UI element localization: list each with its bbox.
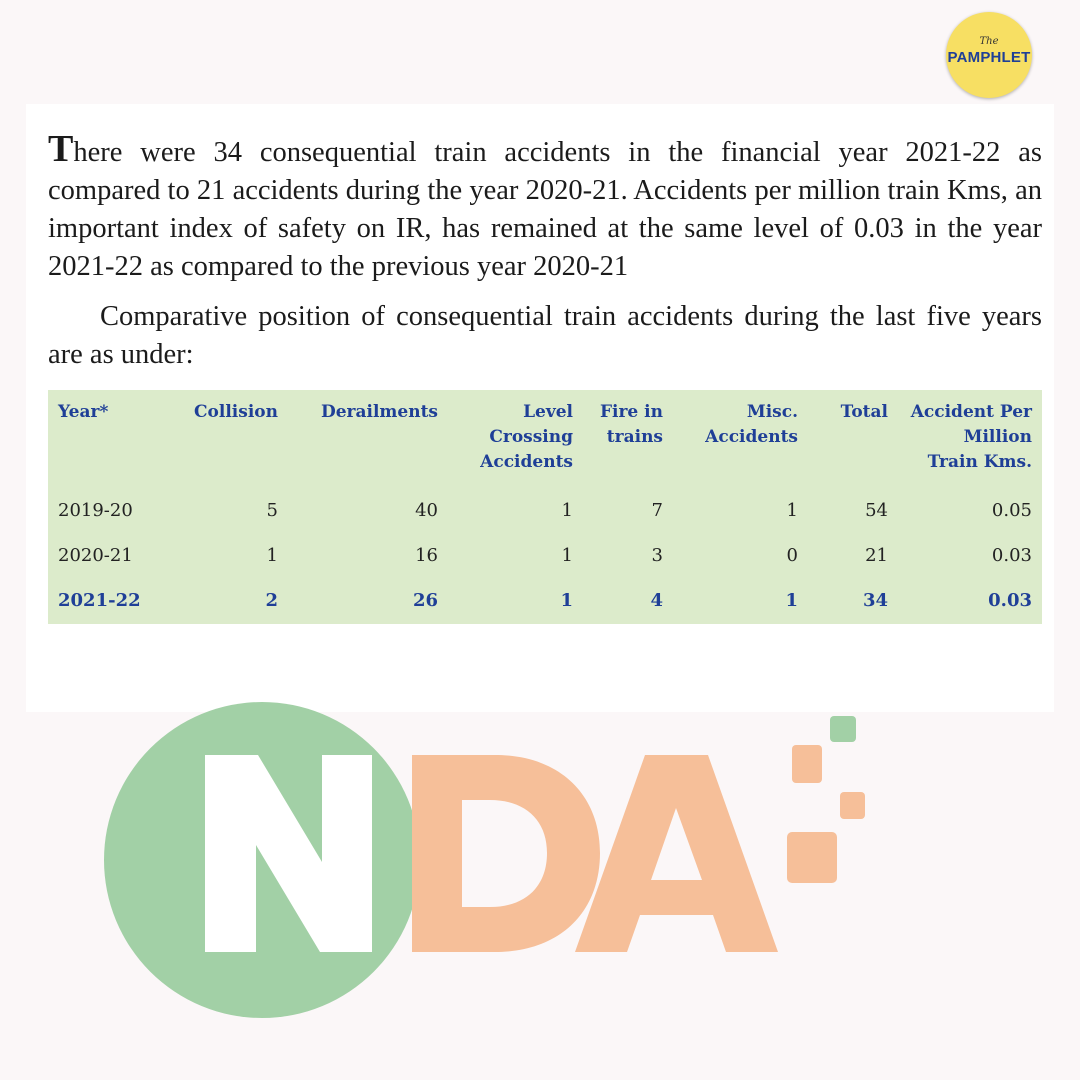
cell-derailments: 26 xyxy=(412,590,438,611)
col-header-fire: Fire in trains xyxy=(599,402,663,447)
cell-year: 2019-20 xyxy=(58,500,133,521)
col-header-per-million: Accident Per Million Train Kms. xyxy=(910,402,1032,472)
cell-level-crossing: 1 xyxy=(561,500,573,521)
logo-square-peach-1 xyxy=(792,745,822,783)
badge-small-text: The xyxy=(979,36,999,47)
cell-per-million: 0.03 xyxy=(991,545,1032,566)
logo-square-peach-2 xyxy=(840,792,865,819)
intro-paragraph-text: here were 34 consequential train accidents in the financial year 2021-22 as compared to 21 accidents during the year 2020-21. Accidents per million train Kms, an important index of safety on IR, has remained at the same level of 0.03 in the year 2021-22 as compared to the previous year 2020-21 xyxy=(48,137,1042,282)
cell-fire: 4 xyxy=(650,590,663,611)
cell-total: 54 xyxy=(865,500,888,521)
cell-total: 21 xyxy=(865,545,888,566)
badge-label: PAMPHLET xyxy=(947,49,1031,66)
col-header-total: Total xyxy=(840,402,888,422)
col-header-misc: Misc. Accidents xyxy=(705,402,798,447)
cell-level-crossing: 1 xyxy=(560,590,573,611)
logo-square-peach-3 xyxy=(787,832,837,883)
cell-year: 2020-21 xyxy=(58,545,133,566)
cell-fire: 3 xyxy=(651,545,663,566)
cell-misc: 0 xyxy=(786,545,798,566)
cell-misc: 1 xyxy=(786,500,798,521)
col-header-year: Year* xyxy=(58,402,109,422)
col-header-derailments: Derailments xyxy=(320,402,438,422)
cell-collision: 1 xyxy=(266,545,278,566)
cell-per-million: 0.03 xyxy=(988,590,1032,611)
cell-collision: 2 xyxy=(265,590,278,611)
cell-fire: 7 xyxy=(651,500,663,521)
logo-square-green xyxy=(830,716,856,742)
cell-total: 34 xyxy=(862,590,888,611)
col-header-collision: Collision xyxy=(194,402,278,422)
logo-green-circle xyxy=(104,702,420,1018)
cell-level-crossing: 1 xyxy=(561,545,573,566)
logo-letter-a xyxy=(575,755,778,952)
cell-derailments: 40 xyxy=(415,500,438,521)
col-header-level-crossing: Level Crossing Accidents xyxy=(480,402,573,472)
cell-derailments: 16 xyxy=(415,545,438,566)
logo-letter-d xyxy=(412,755,600,952)
cell-misc: 1 xyxy=(785,590,798,611)
drop-cap: T xyxy=(48,128,74,170)
cell-collision: 5 xyxy=(266,500,278,521)
comparison-paragraph: Comparative position of consequential train accidents during the last five years are as under: xyxy=(48,301,1042,370)
cell-per-million: 0.05 xyxy=(991,500,1032,521)
cell-year: 2021-22 xyxy=(58,590,141,611)
